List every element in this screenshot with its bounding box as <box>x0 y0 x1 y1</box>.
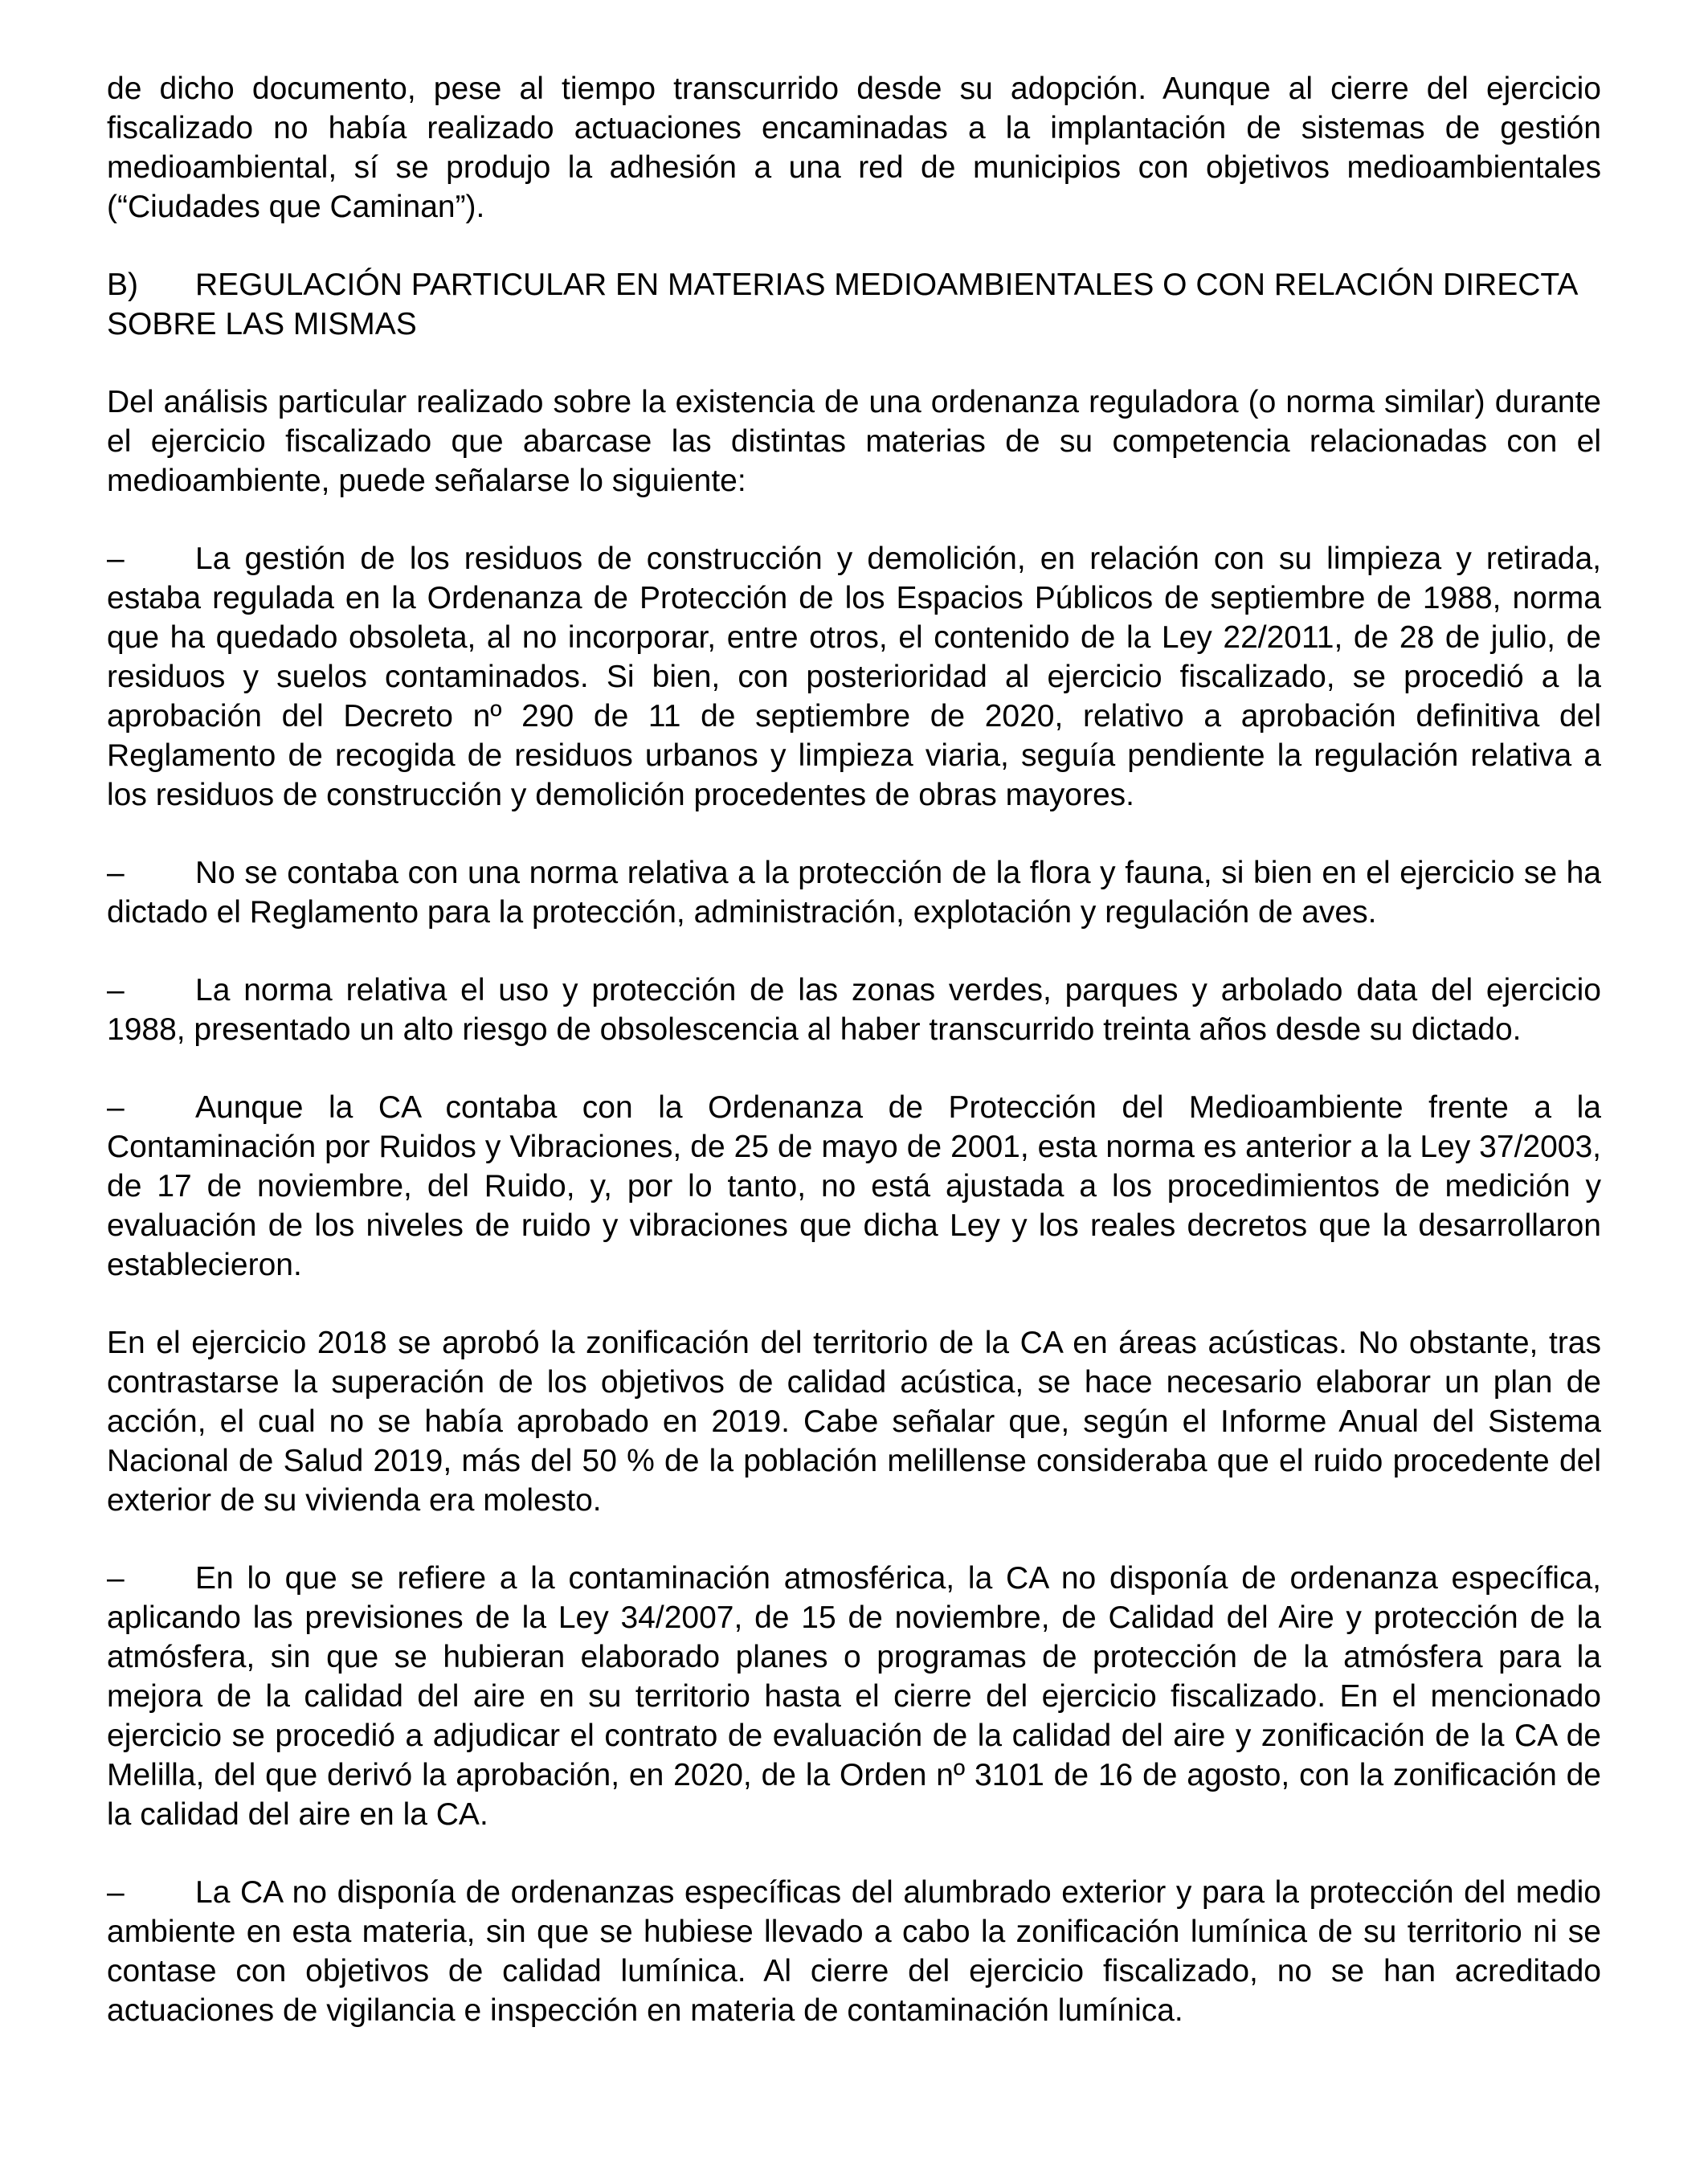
dash-bullet: – <box>107 856 125 890</box>
dash-bullet: – <box>107 1561 125 1596</box>
section-title: REGULACIÓN PARTICULAR EN MATERIAS MEDIOAMBIENTALES O CON RELACIÓN DIRECTA SOBRE LAS MISMAS <box>107 268 1577 341</box>
section-letter: B) <box>107 268 138 302</box>
bullet-atmosfera <box>107 1559 1601 1834</box>
bullet-text: Aunque la CA contaba con la Ordenanza de Protección del Medioambiente frente a la Contaminación por Ruidos y Vibraciones, de 25 de mayo de 2001, esta norma es anterior a la Ley 37/2003, de 17 de noviembre, del Ruido, y, por lo tanto, no está ajustada a los procedimientos de medición y evaluación de los niveles de ruido y vibraciones que dicha Ley y los reales decretos que la desarrollaron establecieron. <box>107 1090 1601 1282</box>
paragraph-intro: de dicho documento, pese al tiempo transcurrido desde su adopción. Aunque al cierre del ejercicio fiscalizado no había realizado actuaciones encaminadas a la implantación de sistemas de gestión medioambiental, sí se produjo la adhesión a una red de municipios con objetivos medioambientales (“Ciudades que Caminan”). <box>107 72 1601 224</box>
bullet-flora-fauna <box>107 853 1601 932</box>
bullet-residuos <box>107 539 1601 815</box>
bullet-alumbrado <box>107 1873 1601 2030</box>
bullet-ruidos <box>107 1088 1601 1285</box>
document-page <box>107 69 1601 2030</box>
paragraph-analysis: Del análisis particular realizado sobre la existencia de una ordenanza reguladora (o norma similar) durante el ejercicio fiscalizado que abarcase las distintas materias de su competencia relacionadas con el medioambiente, puede señalarse lo siguiente: <box>107 385 1601 498</box>
paragraph-zonificacion-acustica: En el ejercicio 2018 se aprobó la zonificación del territorio de la CA en áreas acústicas. No obstante, tras contrastarse la superación de los objetivos de calidad acústica, se hace necesario elaborar un plan de acción, el cual no se había aprobado en 2019. Cabe señalar que, según el Informe Anual del Sistema Nacional de Salud 2019, más del 50 % de la población melillense consideraba que el ruido procedente del exterior de su vivienda era molesto. <box>107 1326 1601 1518</box>
dash-bullet: – <box>107 1875 125 1910</box>
dash-bullet: – <box>107 542 125 576</box>
bullet-text: En lo que se refiere a la contaminación atmosférica, la CA no disponía de ordenanza específica, aplicando las previsiones de la Ley 34/2007, de 15 de noviembre, de Calidad del Aire y protección de la atmósfera, sin que se hubieran elaborado planes o programas de protección de la atmósfera para la mejora de la calidad del aire en su territorio hasta el cierre del ejercicio fiscalizado. En el mencionado ejercicio se procedió a adjudicar el contrato de evaluación de la calidad del aire y zonificación de la CA de Melilla, del que derivó la aprobación, en 2020, de la Orden nº 3101 de 16 de agosto, con la zonificación de la calidad del aire en la CA. <box>107 1561 1601 1832</box>
bullet-text: La CA no disponía de ordenanzas específicas del alumbrado exterior y para la protección del medio ambiente en esta materia, sin que se hubiese llevado a cabo la zonificación lumínica de su territorio ni se contase con objetivos de calidad lumínica. Al cierre del ejercicio fiscalizado, no se han acreditado actuaciones de vigilancia e inspección en materia de contaminación lumínica. <box>107 1875 1601 2028</box>
bullet-text: La norma relativa el uso y protección de las zonas verdes, parques y arbolado data del ejercicio 1988, presentado un alto riesgo de obsolescencia al haber transcurrido treinta años desde su dictado. <box>107 973 1601 1047</box>
dash-bullet: – <box>107 1090 125 1125</box>
bullet-zonas-verdes <box>107 971 1601 1049</box>
bullet-text: No se contaba con una norma relativa a la protección de la flora y fauna, si bien en el ejercicio se ha dictado el Reglamento para la protección, administración, explotación y regulación de aves. <box>107 856 1601 930</box>
section-heading-b <box>107 265 1601 344</box>
bullet-text: La gestión de los residuos de construcción y demolición, en relación con su limpieza y retirada, estaba regulada en la Ordenanza de Protección de los Espacios Públicos de septiembre de 1988, norma que ha quedado obsoleta, al no incorporar, entre otros, el contenido de la Ley 22/2011, de 28 de julio, de residuos y suelos contaminados. Si bien, con posterioridad al ejercicio fiscalizado, se procedió a la aprobación del Decreto nº 290 de 11 de septiembre de 2020, relativo a aprobación definitiva del Reglamento de recogida de residuos urbanos y limpieza viaria, seguía pendiente la regulación relativa a los residuos de construcción y demolición procedentes de obras mayores. <box>107 542 1601 812</box>
dash-bullet: – <box>107 973 125 1007</box>
